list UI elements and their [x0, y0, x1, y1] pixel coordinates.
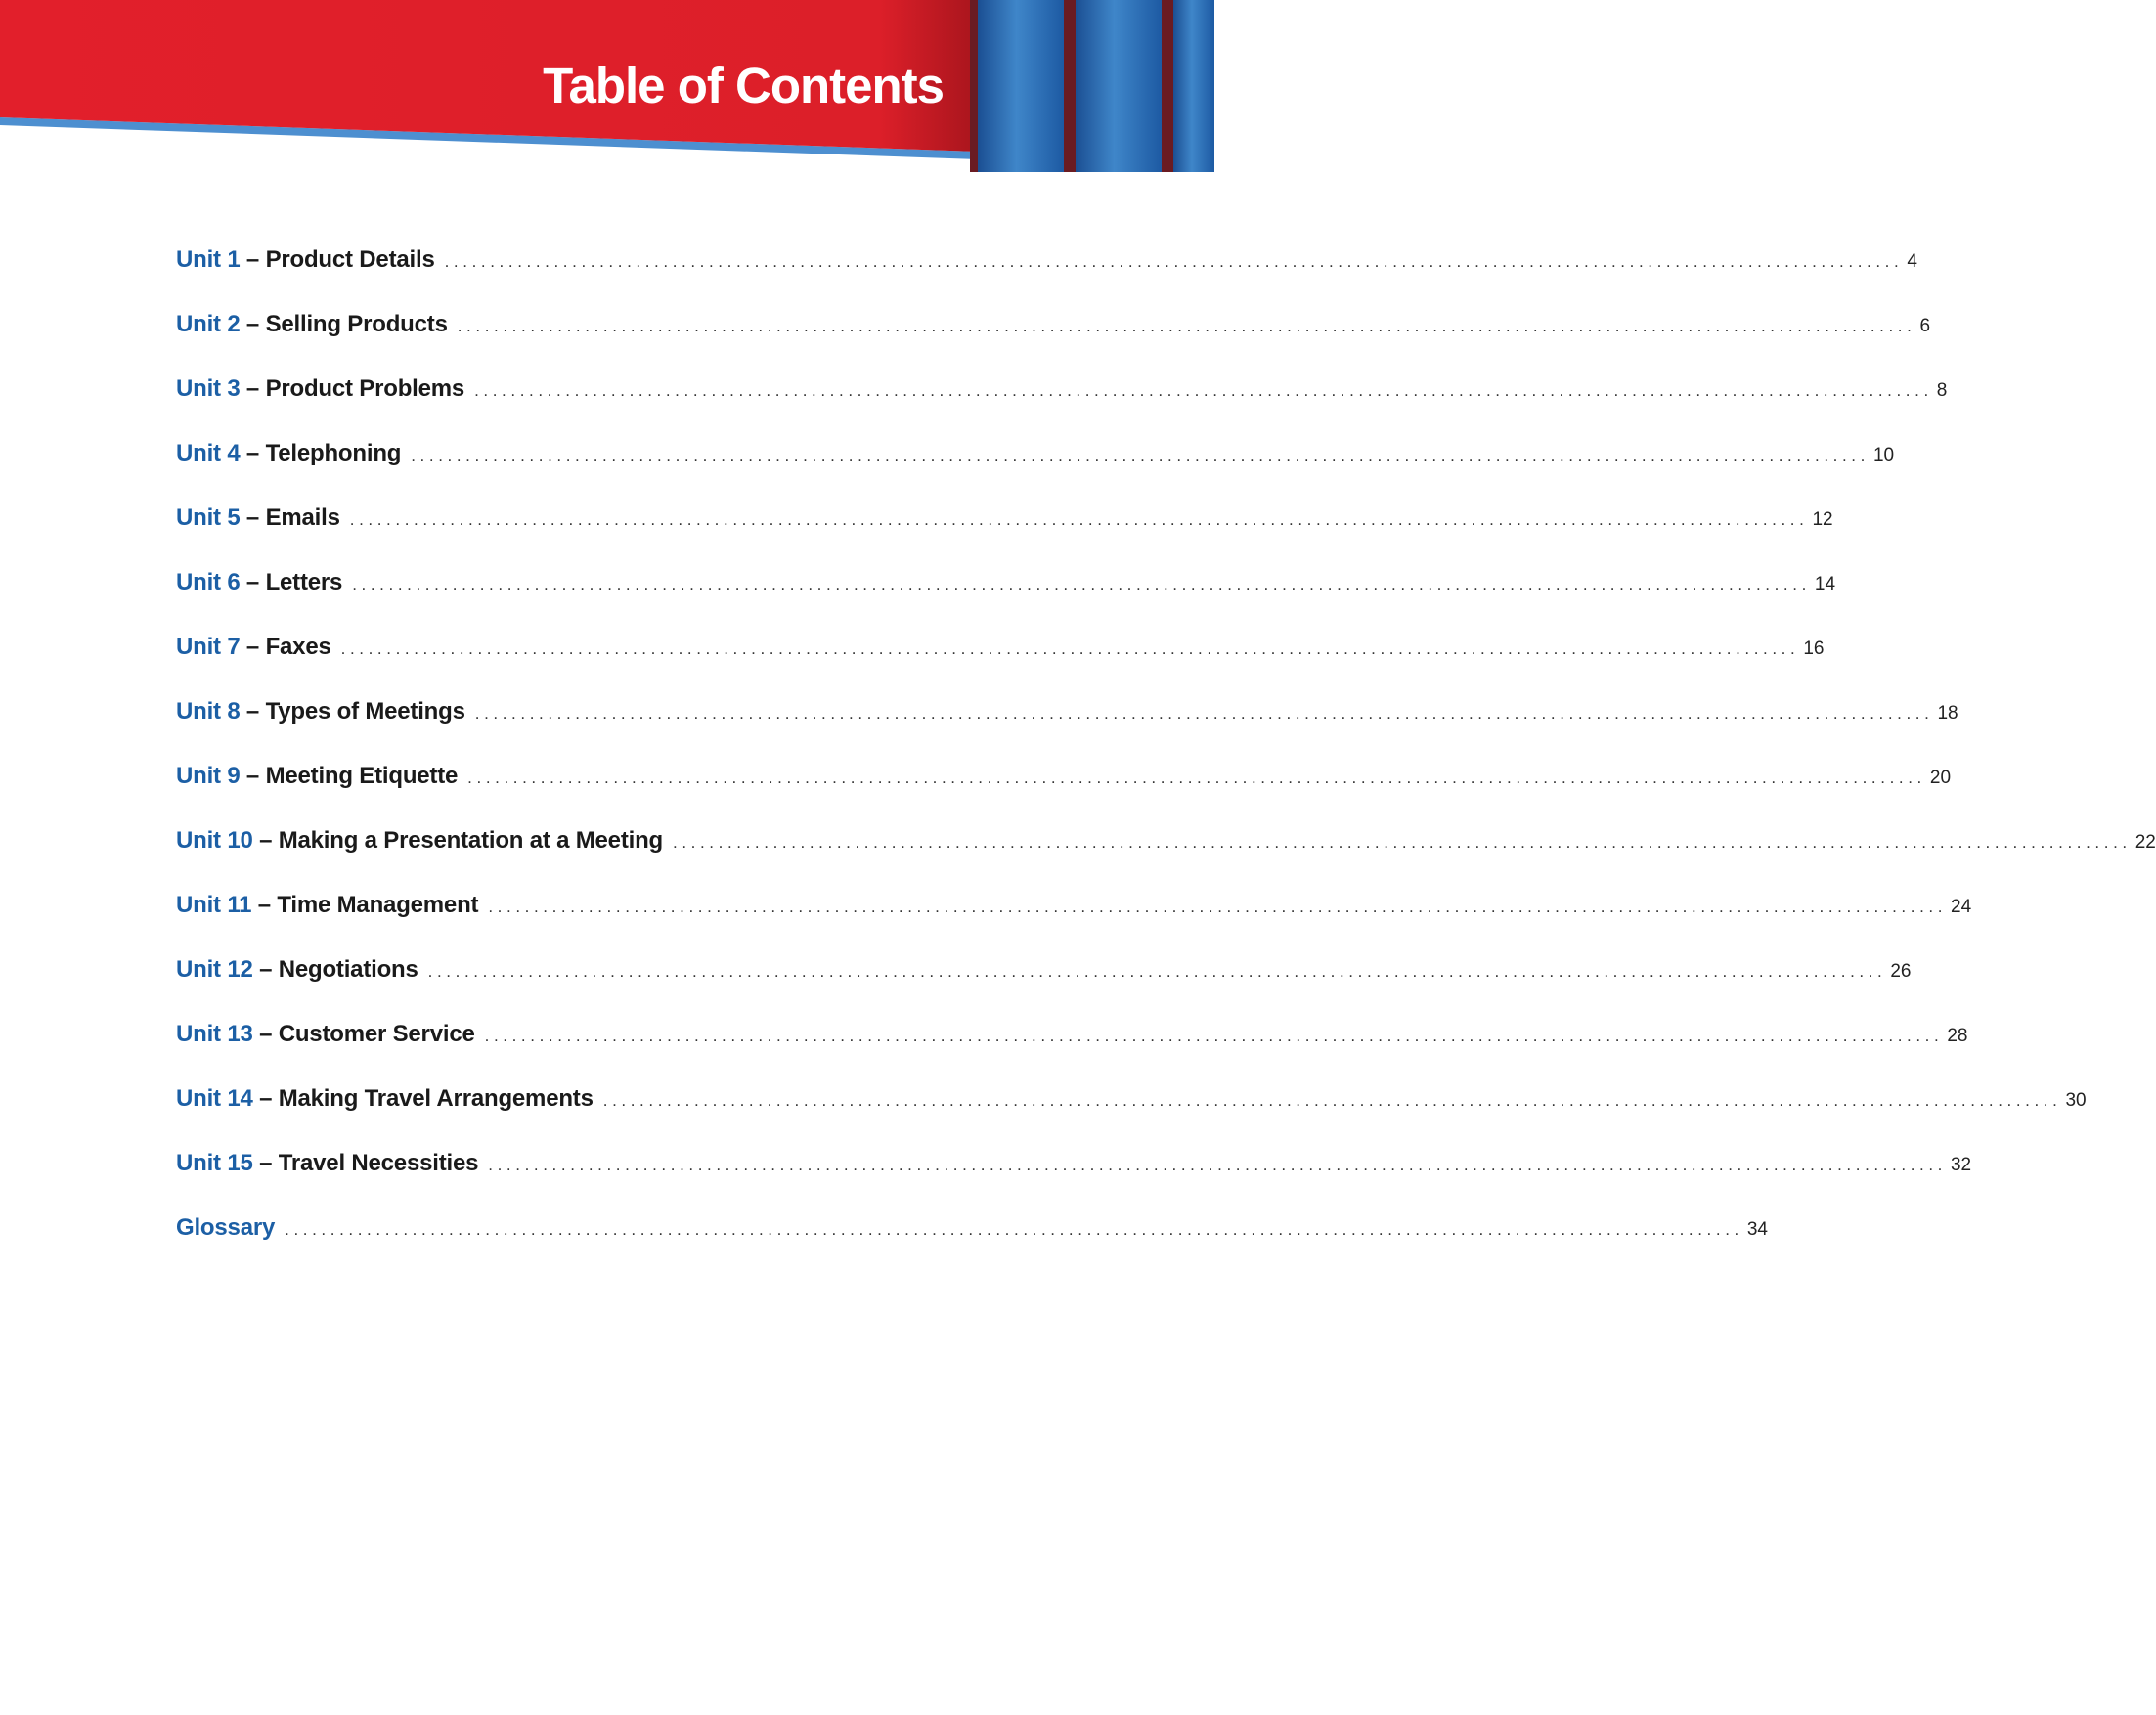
dot-leader: ................................................................................................................................................................: [474, 704, 1934, 723]
unit-title: Selling Products: [265, 311, 448, 337]
unit-separator: –: [240, 634, 266, 660]
unit-number: Unit 6: [176, 569, 241, 595]
unit-number: Unit 2: [176, 311, 241, 337]
toc-entry-label: [176, 956, 418, 984]
unit-separator: –: [240, 311, 266, 337]
unit-title: Letters: [265, 569, 343, 595]
toc-entry-label: [176, 440, 401, 467]
unit-number: Unit 9: [176, 763, 241, 789]
dot-leader: ................................................................................................................................................................: [488, 1156, 1947, 1174]
unit-number: Unit 13: [176, 1021, 253, 1047]
toc-entry-label: [176, 1085, 594, 1113]
unit-number: Unit 10: [176, 827, 253, 854]
unit-separator: –: [240, 440, 266, 466]
dot-leader: ................................................................................................................................................................: [457, 317, 1916, 335]
unit-title: Customer Service: [278, 1021, 475, 1047]
page-number: 12: [1812, 509, 1833, 530]
toc-entry-label: [176, 505, 340, 532]
toc-entry-label: [176, 892, 478, 919]
unit-number: Unit 12: [176, 956, 253, 983]
unit-title: Making a Presentation at a Meeting: [278, 827, 664, 854]
unit-number: Unit 4: [176, 440, 241, 466]
toc-entry-label: [176, 634, 331, 661]
header-banner: [0, 0, 1214, 176]
page-number: 10: [1872, 445, 1895, 465]
page-number: 8: [1936, 380, 1948, 401]
toc-entry[interactable]: [176, 1150, 1972, 1214]
blue-bar-1: [978, 0, 1064, 172]
toc-entry[interactable]: [176, 827, 2156, 892]
dot-leader: ................................................................................................................................................................: [602, 1091, 2062, 1110]
toc-entry-label: [176, 246, 435, 274]
page-number: 34: [1746, 1219, 1768, 1240]
dot-leader: ................................................................................................................................................................: [444, 252, 1904, 271]
unit-title: Telephoning: [265, 440, 402, 466]
table-of-contents: [176, 246, 2156, 1279]
unit-separator: –: [252, 1085, 279, 1112]
toc-entry-label: [176, 698, 465, 726]
toc-entry[interactable]: [176, 1021, 1968, 1085]
toc-entry[interactable]: [176, 1085, 2087, 1150]
toc-entry[interactable]: [176, 634, 1825, 698]
dot-leader: ................................................................................................................................................................: [352, 575, 1811, 594]
page-number: 14: [1814, 574, 1836, 594]
toc-entry[interactable]: [176, 763, 1952, 827]
unit-separator: –: [240, 375, 266, 402]
dot-leader: ................................................................................................................................................................: [411, 446, 1870, 464]
unit-number: Unit 5: [176, 505, 241, 531]
toc-entry[interactable]: [176, 505, 1833, 569]
unit-title: Faxes: [265, 634, 331, 660]
unit-number: Unit 1: [176, 246, 241, 273]
blue-bar-3: [1173, 0, 1214, 172]
page-number: 32: [1950, 1155, 1972, 1175]
unit-title: Types of Meetings: [265, 698, 465, 725]
toc-entry-label: [176, 1214, 275, 1242]
unit-title: Product Details: [265, 246, 435, 273]
dot-leader: ................................................................................................................................................................: [340, 639, 1800, 658]
toc-entry[interactable]: [176, 375, 1948, 440]
dot-leader: ................................................................................................................................................................: [673, 833, 2132, 852]
unit-number: Unit 15: [176, 1150, 253, 1176]
unit-separator: –: [252, 827, 279, 854]
unit-separator: –: [252, 1021, 279, 1047]
unit-separator: –: [240, 569, 266, 595]
dot-leader: ................................................................................................................................................................: [427, 962, 1887, 981]
toc-entry[interactable]: [176, 440, 1895, 505]
toc-entry[interactable]: [176, 311, 1931, 375]
unit-number: Unit 8: [176, 698, 241, 725]
unit-title: Emails: [265, 505, 340, 531]
unit-title: Travel Necessities: [278, 1150, 479, 1176]
toc-entry-label: [176, 1021, 475, 1048]
toc-entry[interactable]: [176, 698, 1958, 763]
page-number: 28: [1947, 1026, 1968, 1046]
page-number: 6: [1919, 316, 1931, 336]
toc-entry-label: [176, 311, 448, 338]
page-number: 16: [1803, 638, 1825, 659]
page-number: 24: [1951, 897, 1972, 917]
toc-entry[interactable]: [176, 569, 1836, 634]
toc-entry-label: [176, 763, 458, 790]
page-number: 20: [1929, 768, 1952, 788]
unit-number: Unit 11: [176, 892, 252, 918]
unit-title: Making Travel Arrangements: [278, 1085, 594, 1112]
toc-entry[interactable]: [176, 246, 1917, 311]
unit-separator: –: [251, 892, 278, 918]
toc-entry-label: [176, 375, 464, 403]
dot-leader: ................................................................................................................................................................: [285, 1220, 1743, 1239]
unit-separator: –: [240, 505, 266, 531]
dot-leader: ................................................................................................................................................................: [484, 1027, 1944, 1045]
unit-title: Time Management: [277, 892, 479, 918]
unit-number: Unit 3: [176, 375, 241, 402]
blue-bar-2: [1076, 0, 1162, 172]
toc-entry-label: [176, 1150, 478, 1177]
unit-separator: –: [240, 698, 266, 725]
unit-separator: –: [240, 763, 266, 789]
page-title: Table of Contents: [543, 58, 944, 113]
unit-title: Negotiations: [278, 956, 418, 983]
toc-entry-label: [176, 569, 342, 596]
dot-leader: ................................................................................................................................................................: [349, 510, 1809, 529]
unit-number: Unit 7: [176, 634, 241, 660]
page-number: 22: [2134, 832, 2156, 853]
unit-separator: –: [252, 1150, 279, 1176]
unit-number: Glossary: [176, 1214, 276, 1241]
page-number: 18: [1937, 703, 1958, 724]
dot-leader: ................................................................................................................................................................: [488, 898, 1948, 916]
page-number: 30: [2065, 1090, 2087, 1111]
unit-number: Unit 14: [176, 1085, 253, 1112]
toc-entry[interactable]: [176, 1214, 1768, 1279]
unit-title: Product Problems: [265, 375, 465, 402]
dot-leader: ................................................................................................................................................................: [474, 381, 1933, 400]
dot-leader: ................................................................................................................................................................: [467, 769, 1926, 787]
toc-entry[interactable]: [176, 892, 1972, 956]
toc-entry-label: [176, 827, 663, 855]
unit-separator: –: [240, 246, 266, 273]
toc-entry[interactable]: [176, 956, 1912, 1021]
unit-separator: –: [252, 956, 279, 983]
page-number: 4: [1907, 251, 1917, 272]
page-number: 26: [1890, 961, 1912, 982]
unit-title: Meeting Etiquette: [265, 763, 459, 789]
